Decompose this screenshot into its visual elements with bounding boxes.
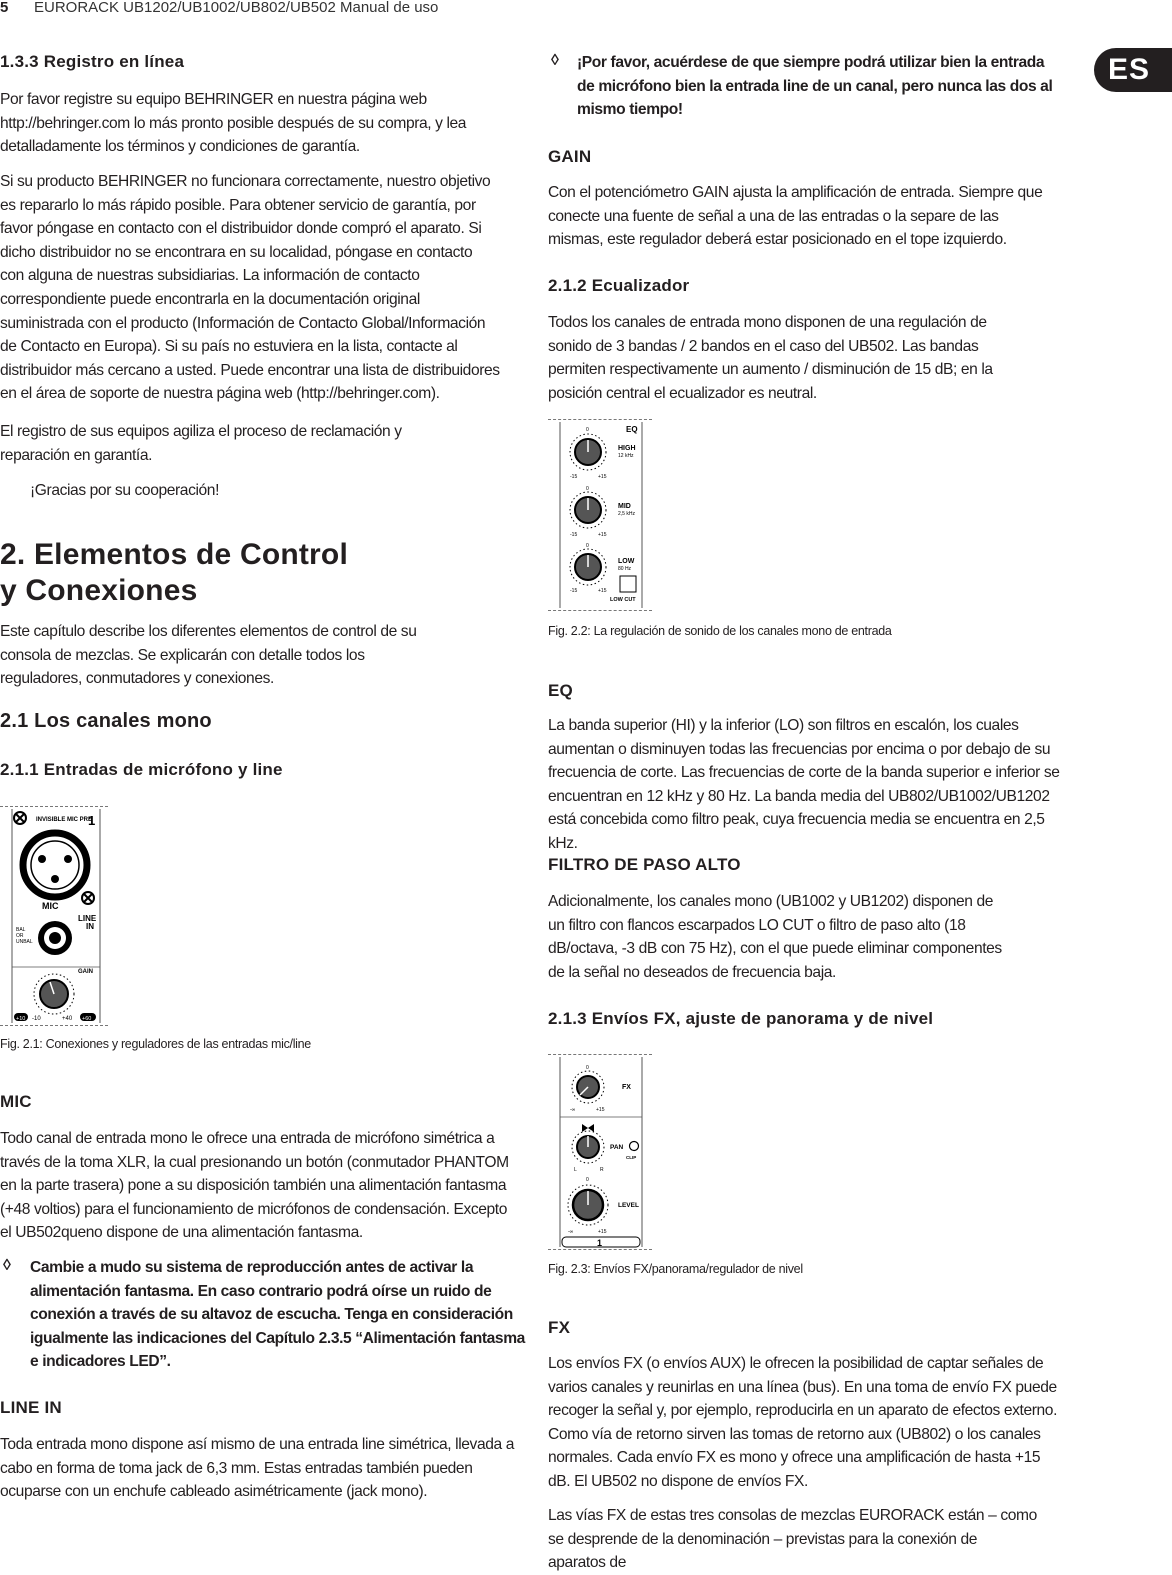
- heading-canales-mono: 2.1 Los canales mono: [0, 710, 212, 732]
- mid-label: MID: [618, 503, 631, 510]
- low-label: LOW: [618, 558, 635, 565]
- pan-l: L: [574, 1167, 577, 1173]
- chapter-intro: Este capítulo describe los diferentes elementos de control de su consola de mezclas. Se explicarán con detalle todos los reguladores, conmutadores y conexiones.: [0, 623, 417, 688]
- eq-label: EQ: [626, 425, 638, 434]
- fx-pan-level-panel: [548, 1055, 652, 1249]
- fx-text: Los envíos FX (o envíos AUX) le ofrecen la posibilidad de captar señales de varios canales y reunirlas en una línea (bus). En una toma de envío FX puede recoger la señal y, por ejemplo, reproducirla en un aparato de efectos externo. Como vía de retorno sirven las tomas de retorno aux (UB802) o los canales normales. Cada envío FX es mono y ofrece una amplificación de hasta +15 dB. El UB502 no dispone de envíos FX.: [548, 1355, 1058, 1490]
- heading-mic: MIC: [0, 1092, 32, 1111]
- paragraph-registro-1: Por favor registre su equipo BEHRINGER en nuestra página web http://behringer.com lo más pronto posible después de su compra, y lea detalladamente los términos y condiciones de garantía.: [0, 91, 467, 156]
- diamond-icon: ◊: [3, 1257, 11, 1274]
- heading-eq: EQ: [548, 681, 573, 700]
- level-max: +15: [598, 1229, 607, 1235]
- low-zero: 0: [586, 543, 589, 549]
- high-zero: 0: [586, 427, 589, 433]
- pan-label: PAN: [610, 1144, 624, 1151]
- fx-knob-group: [570, 1065, 631, 1113]
- line-label: LINE: [78, 914, 97, 923]
- thanks-text: ¡Gracias por su cooperación!: [30, 482, 220, 499]
- mid-zero: 0: [586, 486, 589, 492]
- low-max: +15: [598, 588, 607, 594]
- high-knob-group: [570, 427, 636, 480]
- low-knob-group: [570, 543, 636, 603]
- pan-r: R: [600, 1167, 604, 1173]
- scale-plus10: +10: [16, 1016, 26, 1022]
- page-number: 5: [0, 0, 9, 16]
- eq-text: La banda superior (HI) y la inferior (LO) son filtros en escalón, los cuales aumentan o disminuyen todas las frecuencias por encima o por debajo de su frecuencia de corte. Las frecuencias de corte de la banda superior e inferior se encuentran en 12 kHz y 80 Hz. La banda media del UB802/UB1002/UB1202 está concebida como filtro peak, cuya frecuencia media se encuentra en 2,5 kHz.: [548, 717, 1060, 852]
- or-label: OR: [16, 933, 24, 939]
- language-tab: ES: [1094, 48, 1172, 92]
- chapter-title-line-1: 2. Elementos de Control: [0, 538, 348, 571]
- fx-max: +15: [596, 1107, 605, 1113]
- level-knob-group: [562, 1177, 640, 1248]
- heading-envios: 2.1.3 Envíos FX, ajuste de panorama y de nivel: [548, 1009, 934, 1028]
- low-cut-button[interactable]: [620, 576, 636, 592]
- clip-label: CLIP: [626, 1155, 637, 1160]
- figure-mic-line: [0, 806, 108, 1026]
- chapter-title-line-2: y Conexiones: [0, 574, 198, 607]
- gain-label: GAIN: [78, 969, 93, 975]
- gain-text: Con el potenciómetro GAIN ajusta la amplificación de entrada. Siempre que conecte una fuente de señal a una de las entradas o la separe de las mismas, este regulador deberá estar posicionado en el tope izquierdo.: [548, 184, 1043, 249]
- figure-eq: [548, 419, 652, 611]
- note-text: ¡Por favor, acuérdese de que siempre podrá utilizar bien la entrada de micrófono bien la entrada line de un canal, pero nunca las dos al mismo tiempo!: [577, 54, 1053, 119]
- diamond-icon: ◊: [551, 52, 559, 69]
- lowcut-label: LOW CUT: [610, 597, 636, 603]
- fx-min: -∞: [570, 1107, 576, 1113]
- heading-ecualizador: 2.1.2 Ecualizador: [548, 276, 690, 295]
- level-min: -∞: [568, 1229, 574, 1235]
- figure-caption: Fig. 2.2: La regulación de sonido de los canales mono de entrada: [548, 624, 892, 638]
- chapter-title: [0, 537, 348, 609]
- figure-caption: Fig. 2.3: Envíos FX/panorama/regulador de nivel: [548, 1262, 803, 1276]
- high-max: +15: [598, 474, 607, 480]
- mic-text: Todo canal de entrada mono le ofrece una entrada de micrófono simétrica a través de la toma XLR, la cual presionando un botón (conmutador PHANTOM en la parte trasera) pone a su disposición también una alimentación fantasma (+48 voltios) para el funcionamiento de micrófonos de condensación. Excepto el UB502queno dispone de una alimentación fantasma.: [0, 1130, 509, 1242]
- fx-label: FX: [622, 1084, 631, 1091]
- pan-center-icon: [582, 1124, 594, 1132]
- figure-fx-pan-level: [548, 1054, 652, 1250]
- heading-filtro: FILTRO DE PASO ALTO: [548, 855, 741, 874]
- high-freq: 12 kHz: [618, 453, 634, 459]
- in-label: IN: [86, 922, 94, 931]
- eq-panel: [548, 420, 652, 610]
- scale-minus10: -10: [32, 1016, 41, 1022]
- high-label: HIGH: [618, 445, 636, 452]
- channel-number: 1: [88, 813, 96, 828]
- fx-text-2: Las vías FX de estas tres consolas de mezclas EURORACK están – como se desprende de la denominación – previstas para la conexión de aparatos de: [548, 1507, 1037, 1572]
- heading-line-in: LINE IN: [0, 1398, 62, 1417]
- heading-fx: FX: [548, 1318, 571, 1337]
- mid-freq: 2,5 kHz: [618, 511, 635, 517]
- brand-label: INVISIBLE MIC PRE: [36, 817, 93, 823]
- low-freq: 80 Hz: [618, 566, 632, 572]
- low-min: -15: [570, 588, 578, 594]
- level-label: LEVEL: [618, 1202, 639, 1209]
- mic-line-panel: [0, 807, 108, 1025]
- mid-max: +15: [598, 532, 607, 538]
- heading-registro: 1.3.3 Registro en línea: [0, 52, 185, 71]
- heading-entradas: 2.1.1 Entradas de micrófono y line: [0, 760, 283, 779]
- heading-gain: GAIN: [548, 147, 592, 166]
- clip-led-icon: [630, 1142, 639, 1151]
- level-zero: 0: [586, 1177, 589, 1183]
- scale-plus60: +60: [82, 1016, 92, 1022]
- warning-text: Cambie a mudo su sistema de reproducción antes de activar la alimentación fantasma. En caso contrario podrá oírse un ruido de conexión a través de su altavoz de escucha. Tenga en consideración igualmente las indicaciones del Capítulo 2.3.5 “Alimentación fantasma e indicadores LED”.: [30, 1259, 525, 1371]
- fx-zero: 0: [586, 1065, 589, 1071]
- scale-plus40: +40: [62, 1016, 73, 1022]
- filtro-text: Adicionalmente, los canales mono (UB1002 y UB1202) disponen de un filtro con flancos escarpados LO CUT o filtro de paso alto (18 dB/octava, -3 dB con 75 Hz), con el que puede eliminar componentes de la señal no deseados de frecuencia baja.: [548, 893, 1002, 981]
- unbal-label: UNBAL: [16, 939, 33, 945]
- figure-caption: Fig. 2.1: Conexiones y reguladores de las entradas mic/line: [0, 1037, 311, 1051]
- ecualizador-text: Todos los canales de entrada mono disponen de una regulación de sonido de 3 bandas / 2 bandos en el caso del UB502. Las bandas permiten respectivamente un aumento / disminución de 15 dB; en la posición central el ecualizador es neutral.: [548, 314, 993, 402]
- channel-number: 1: [597, 1238, 603, 1248]
- mic-label: MIC: [42, 901, 59, 911]
- high-min: -15: [570, 474, 578, 480]
- bal-label: BAL: [16, 927, 26, 933]
- pan-knob-group: [572, 1124, 639, 1173]
- mid-min: -15: [570, 532, 578, 538]
- paragraph-registro-2: Si su producto BEHRINGER no funcionara correctamente, nuestro objetivo es repararlo lo más rápido posible. Para obtener servicio de garantía, por favor póngase en contacto con el distribuidor donde compró el aparato. Si dicho distribuidor no se encontrara en su localidad, póngase en contacto con alguna de nuestras subsidiarias. La información de contacto correspondiente puede encontrarla en la documentación original suministrada con el producto (Información de Contacto Global/Información de Contacto en Europa). Si su país no estuviera en la lista, contacte al distribuidor más cercano a usted. Puede encontrar una lista de distribuidores en el área de soporte de nuestra página web (http://behringer.com).: [0, 173, 500, 403]
- line-in-text: Toda entrada mono dispone así mismo de una entrada line simétrica, llevada a cabo en forma de toma jack de 6,3 mm. Estas entradas también pueden ocuparse con un enchufe cableado asimétricamente (jack mono).: [0, 1436, 514, 1501]
- mid-knob-group: [570, 486, 635, 538]
- paragraph-registro-3: El registro de sus equipos agiliza el proceso de reclamación y reparación en garantía.: [0, 423, 402, 464]
- manual-title: EURORACK UB1202/UB1002/UB802/UB502 Manual de uso: [34, 0, 439, 16]
